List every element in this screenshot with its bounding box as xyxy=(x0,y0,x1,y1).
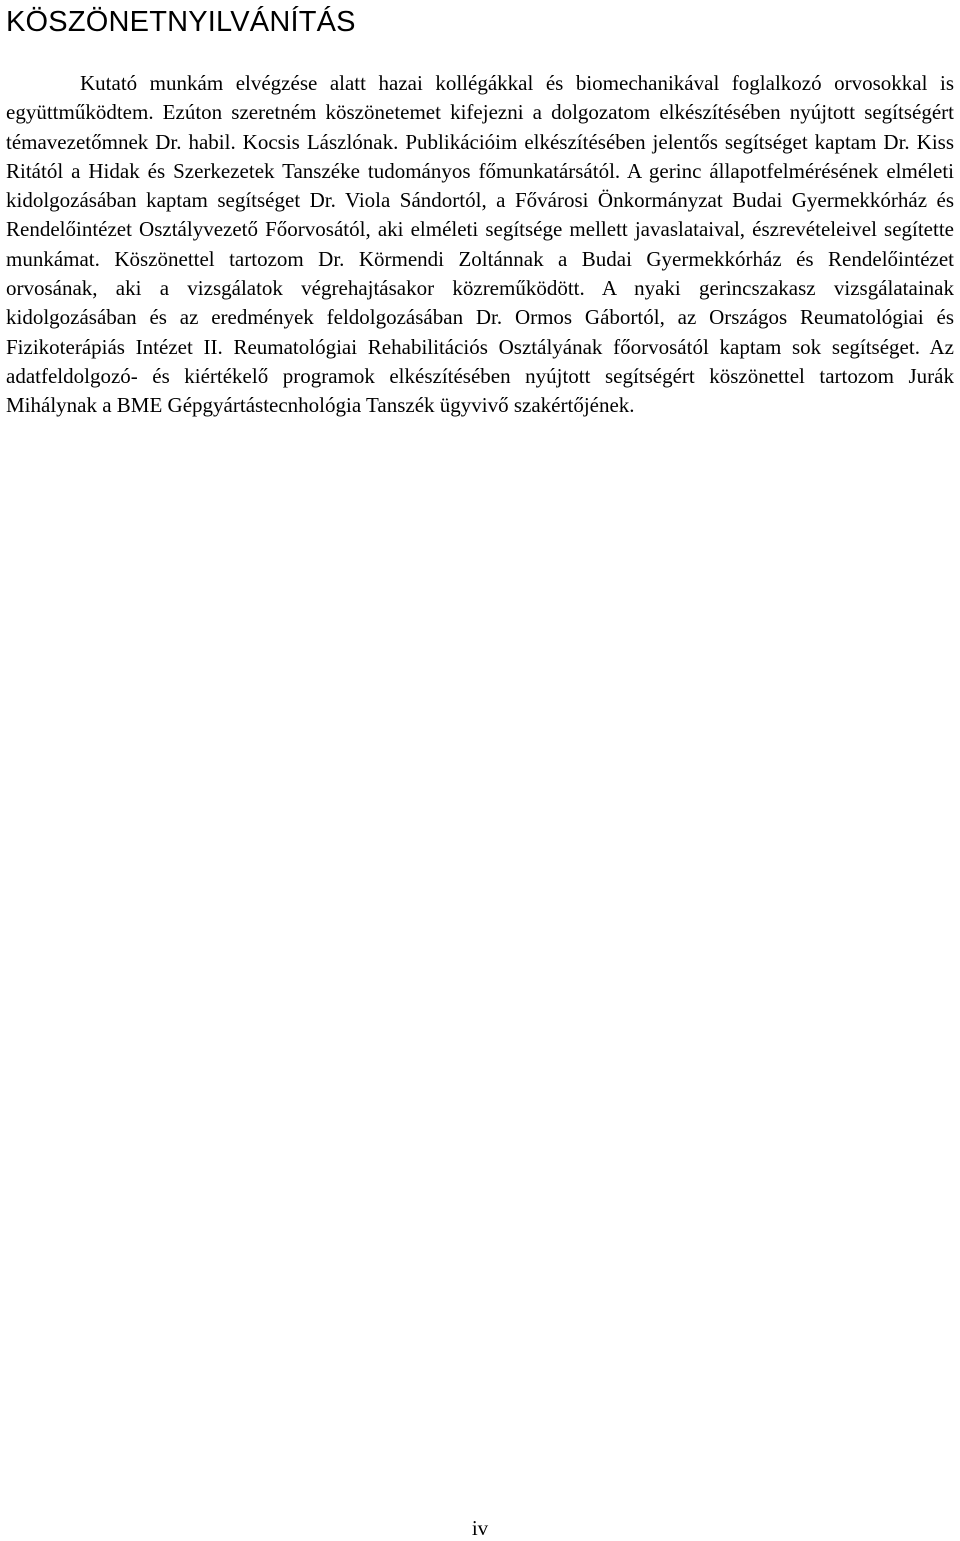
acknowledgement-paragraph: Kutató munkám elvégzése alatt hazai kollégákkal és biomechanikával foglalkozó orvosokkal is együttműködtem. Ezúton szeretném köszönetemet kifejezni a dolgozatom elkészítésében nyújtott segítségért témavezetőmnek Dr. habil. Kocsis Lászlónak. Publikációim elkészítésében jelentős segítséget kaptam Dr. Kiss Ritától a Hidak és Szerkezetek Tanszéke tudományos főmunkatársától. A gerinc állapotfelmérésének elméleti kidolgozásában kaptam segítséget Dr. Viola Sándortól, a Fővárosi Önkormányzat Budai Gyermekkórház és Rendelőintézet Osztályvezető Főorvosától, aki elméleti segítsége mellett javaslataival, észrevételeivel segítette munkámat. Köszönettel tartozom Dr. Körmendi Zoltánnak a Budai Gyermekkórház és Rendelőintézet orvosának, aki a vizsgálatok végrehajtásakor közreműködött. A nyaki gerincszakasz vizsgálatainak kidolgozásában és az eredmények feldolgozásában Dr. Ormos Gábortól, az Országos Reumatológiai és Fizikoterápiás Intézet II. Reumatológiai Rehabilitációs Osztályának főorvosától kaptam sok segítséget. Az adatfeldolgozó- és kiértékelő programok elkészítésében nyújtott segítségért köszönettel tartozom Jurák Mihálynak a BME Gépgyártástecnhológia Tanszék ügyvivő szakértőjének. xyxy=(6,71,954,418)
section-heading: KÖSZÖNETNYILVÁNÍTÁS xyxy=(6,6,356,38)
page-number: iv xyxy=(471,1516,489,1540)
